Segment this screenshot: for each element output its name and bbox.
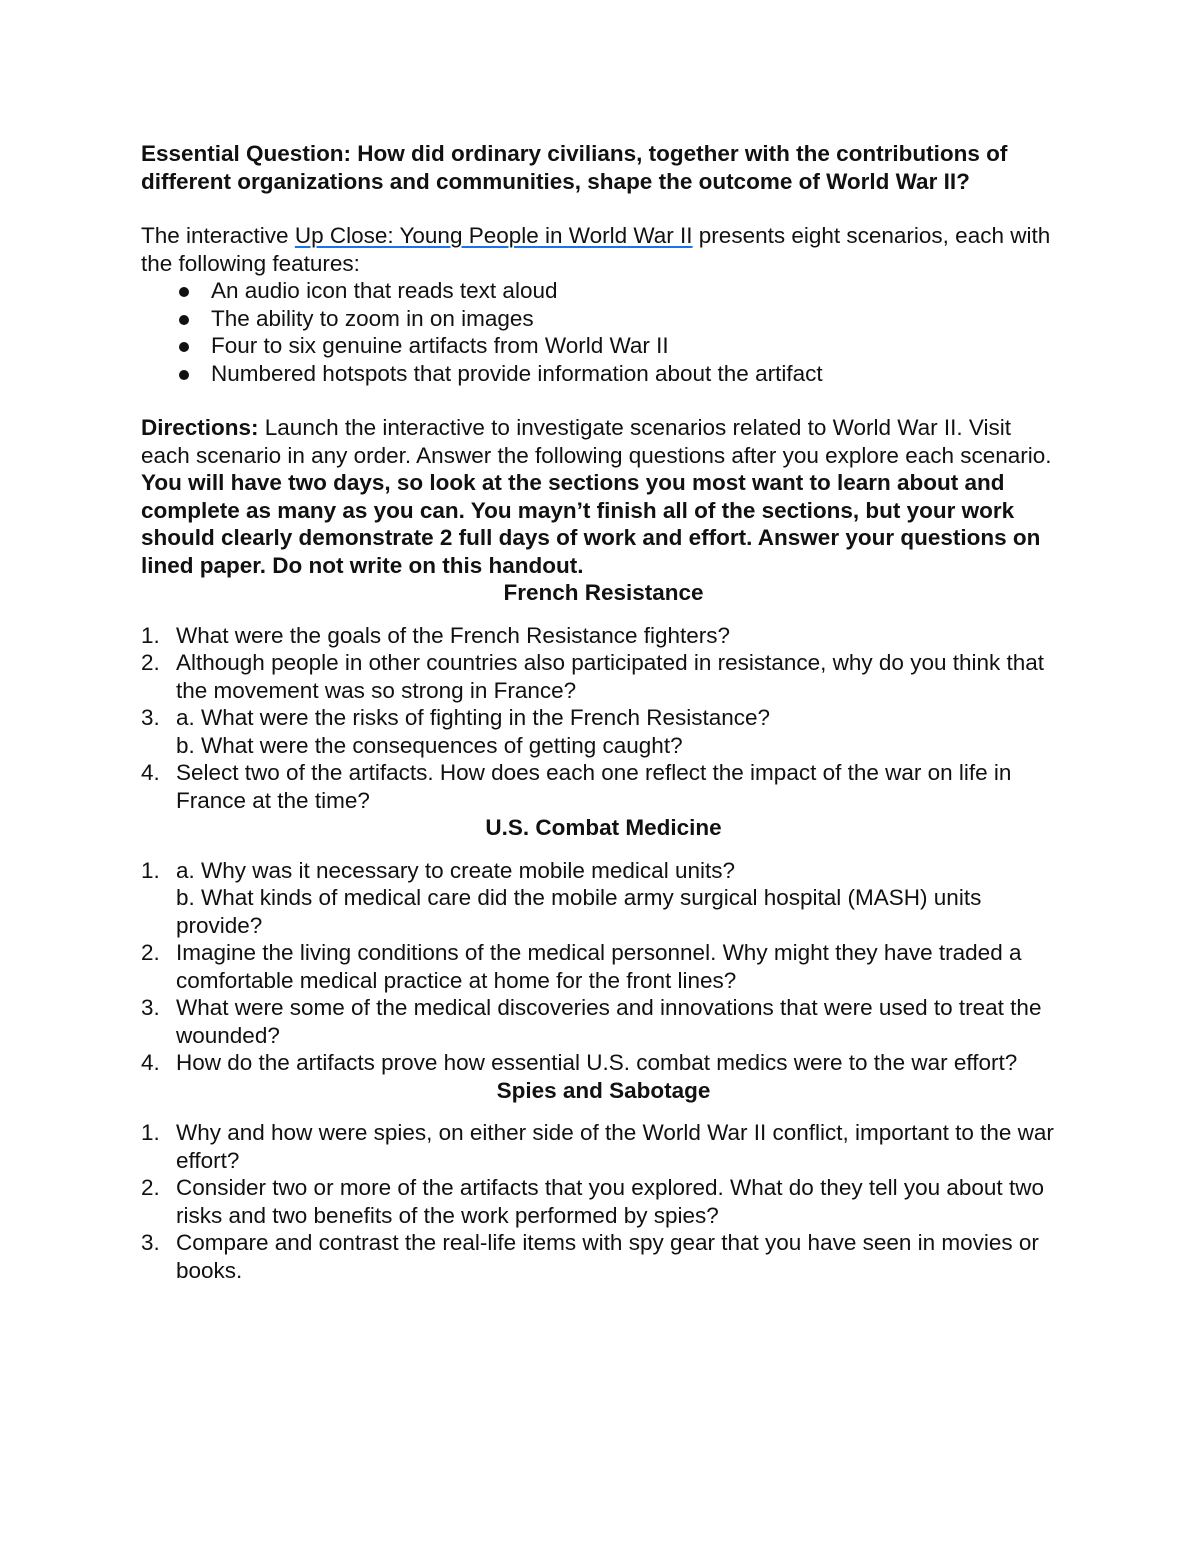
question-item: 2. Imagine the living conditions of the medical personnel. Why might they have traded a comfortable medical practice at home for the front lines? — [141, 940, 1022, 993]
question-item: 4. How do the artifacts prove how essential U.S. combat medics were to the war effort? — [141, 1050, 1018, 1075]
question-item: 1. What were the goals of the French Resistance fighters? — [141, 622, 731, 648]
directions-paragraph — [141, 414, 1066, 579]
intro-text-before: The interactive — [141, 223, 295, 248]
section-title-combat-medicine: U.S. Combat Medicine — [485, 815, 722, 840]
question-list-spies-sabotage — [141, 1119, 1066, 1284]
feature-item: The ability to zoom in on images — [141, 305, 1066, 333]
bullet-icon — [179, 370, 189, 380]
intro-text-after: presents eight scenarios, each with the following features: — [141, 223, 1051, 276]
bullet-icon — [179, 315, 189, 325]
question-item: 4. Select two of the artifacts. How does each one reflect the impact of the war on life in France at the time? — [141, 760, 1012, 813]
question-list-combat-medicine — [141, 857, 1066, 1077]
directions-bold-text: You will have two days, so look at the sections you most want to learn about and complete as many as you can. You mayn’t finish all of the sections, but your work should clearly demonstrate 2 full days of work and effort. Answer your questions on lined paper. Do not write on this handout. — [141, 470, 1041, 578]
question-item: 2. Consider two or more of the artifacts that you explored. What do they tell you about two risks and two benefits of the work performed by spies? — [141, 1175, 1044, 1228]
question-item: 1. Why and how were spies, on either side of the World War II conflict, important to the war effort? — [141, 1120, 1054, 1173]
directions-text: Launch the interactive to investigate scenarios related to World War II. Visit each scenario in any order. Answer the following questions after you explore each scenario. — [141, 415, 1052, 468]
handout-page — [141, 140, 1066, 1284]
feature-item: Numbered hotspots that provide information about the artifact — [141, 360, 1066, 388]
features-list — [141, 277, 1066, 387]
feature-item: An audio icon that reads text aloud — [141, 277, 1066, 305]
question-item: 3. What were some of the medical discoveries and innovations that were used to treat the wounded? — [141, 995, 1042, 1048]
section-title-french-resistance: French Resistance — [503, 580, 704, 605]
question-item: 3. Compare and contrast the real-life items with spy gear that you have seen in movies or books. — [141, 1230, 1039, 1283]
essential-question: Essential Question: How did ordinary civilians, together with the contributions of different organizations and communities, shape the outcome of World War II? — [141, 141, 1008, 194]
question-item: 2. Although people in other countries also participated in resistance, why do you think that the movement was so strong in France? — [141, 650, 1045, 703]
bullet-icon — [179, 287, 189, 297]
directions-label: Directions: — [141, 415, 259, 440]
question-list-french-resistance — [141, 622, 1066, 815]
question-item: 1. a. Why was it necessary to create mobile medical units? b. What kinds of medical care did the mobile army surgical hospital (MASH) units provide? — [141, 857, 982, 938]
section-title-spies-sabotage: Spies and Sabotage — [496, 1077, 711, 1103]
interactive-link[interactable]: Up Close: Young People in World War II — [294, 223, 693, 248]
feature-item: Four to six genuine artifacts from World War II — [141, 332, 1066, 360]
question-item: 3. a. What were the risks of fighting in the French Resistance? b. What were the consequences of getting caught? — [141, 705, 771, 758]
bullet-icon — [179, 342, 189, 352]
intro-paragraph — [141, 222, 1066, 277]
